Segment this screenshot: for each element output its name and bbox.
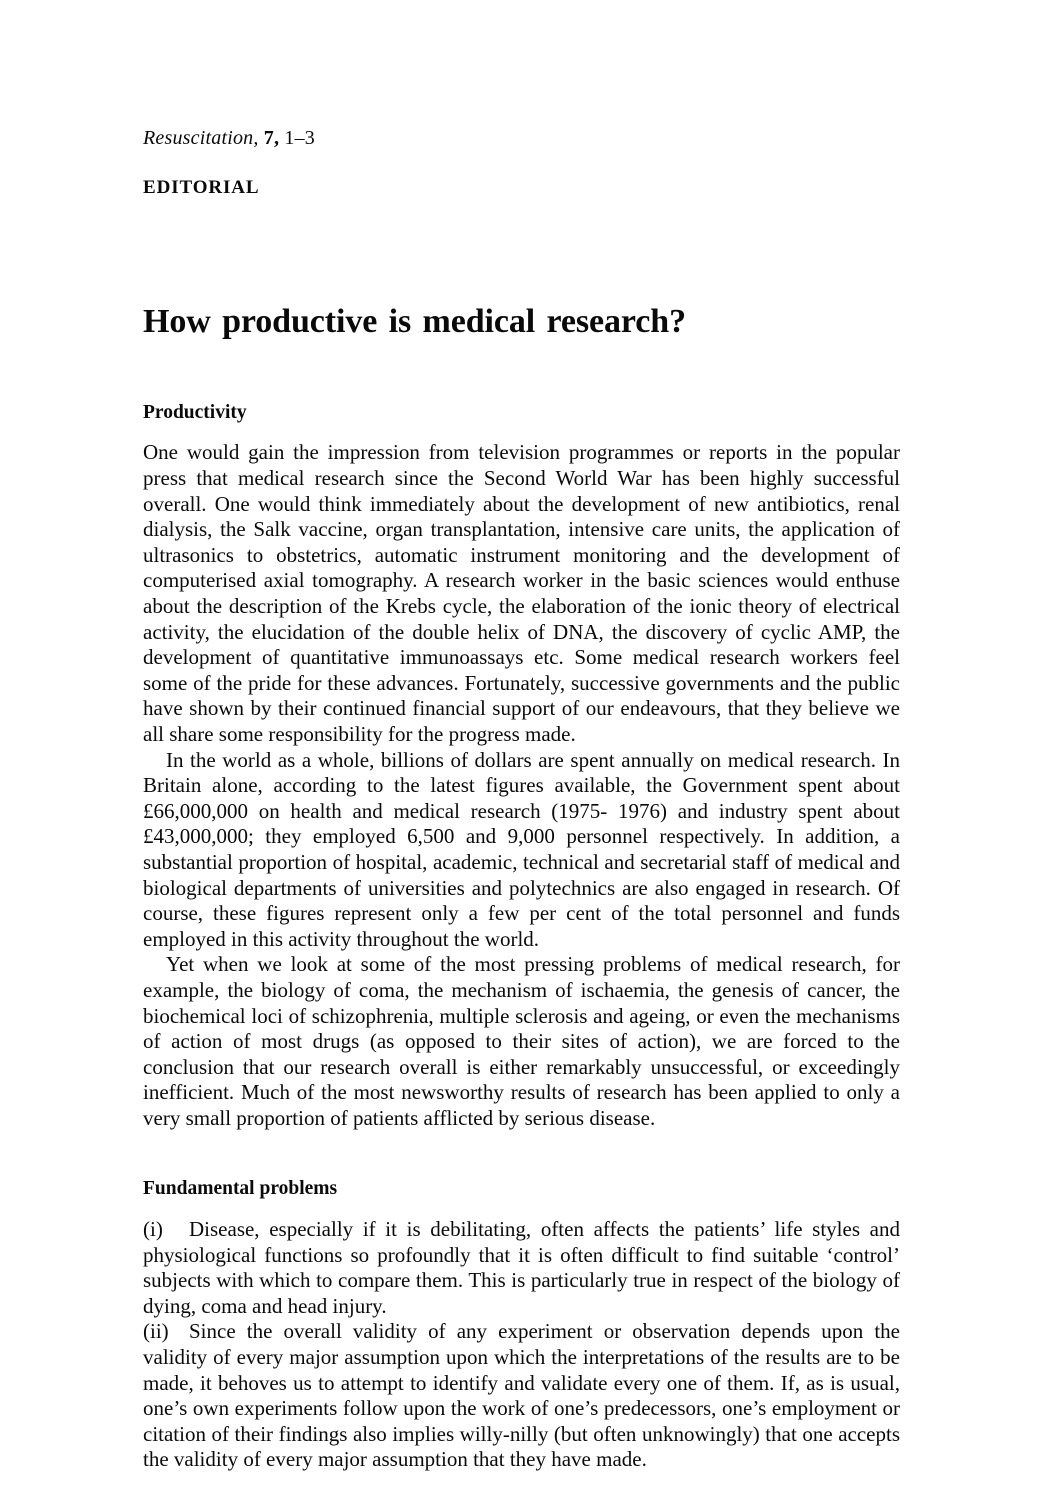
- paragraph: Yet when we look at some of the most pressing problems of medical research, for example, the biology of coma, the mechanism of ischaemia, the genesis of cancer, the biochemical loci of schizophrenia, multiple sclerosis and ageing, or even the mechanisms of action of most drugs (as opposed to their sites of action), we are forced to the conclusion that our research overall is either remarkably unsuccessful, or exceedingly inefficient. Much of the most newsworthy results of research has been applied to only a very small proportion of patients afflicted by serious disease.: [143, 952, 900, 1130]
- section-heading-productivity: Productivity: [143, 401, 247, 423]
- journal-name: Resuscitation,: [143, 127, 259, 149]
- list-item-text: Disease, especially if it is debilitating, often affects the patients’ life styles and physiological functions so profoundly that it is often difficult to find suitable ‘control’ subjects with which to compare them. This is particularly true in respect of the biology of dying, coma and head injury.: [143, 1217, 900, 1318]
- list-item-marker: (i): [143, 1217, 163, 1242]
- list-item-marker: (ii): [143, 1319, 169, 1344]
- list-item-text: Since the overall validity of any experiment or observation depends upon the validity of every major assumption upon which the interpretations of the results are to be made, it behoves us to attempt to identify and validate every one of them. If, as is usual, one’s own experiments follow upon the work of one’s predecessors, one’s employment or citation of their findings also implies willy-nilly (but often unknowingly) that one accepts the validity of every major assumption that they have made.: [143, 1319, 900, 1472]
- page-content: [143, 0, 900, 1473]
- journal-volume: 7,: [263, 127, 280, 149]
- page-title: How productive is medical research?: [143, 302, 687, 340]
- list-item: [143, 1217, 900, 1319]
- editorial-label: EDITORIAL: [143, 177, 260, 198]
- journal-page-range: 1–3: [284, 127, 315, 149]
- list-item: [143, 1319, 900, 1473]
- journal-reference-line: [143, 126, 900, 150]
- section-heading-fundamental-problems: Fundamental problems: [143, 1178, 338, 1200]
- paragraph: One would gain the impression from television programmes or reports in the popular press that medical research since the Second World War has been highly successful overall. One would think immediately about the development of new antibiotics, renal dialysis, the Salk vaccine, organ transplantation, intensive care units, the application of ultrasonics to obstetrics, automatic instrument monitoring and the development of computerised axial tomography. A research worker in the basic sciences would enthuse about the description of the Krebs cycle, the elaboration of the ionic theory of electrical activity, the elucidation of the double helix of DNA, the discovery of cyclic AMP, the development of quantitative immunoassays etc. Some medical research workers feel some of the pride for these advances. Fortunately, successive governments and the public have shown by their continued financial support of our endeavours, that they believe we all share some responsibility for the progress made.: [143, 440, 900, 746]
- paragraph: In the world as a whole, billions of dollars are spent annually on medical research. In Britain alone, according to the latest figures available, the Government spent about £66,000,000 on health and medical research (1975- 1976) and industry spent about £43,000,000; they employed 6,500 and 9,000 personnel respectively. In addition, a substantial proportion of hospital, academic, technical and secretarial staff of medical and biological departments of universities and polytechnics are also engaged in research. Of course, these figures represent only a few per cent of the total personnel and funds employed in this activity throughout the world.: [143, 747, 900, 951]
